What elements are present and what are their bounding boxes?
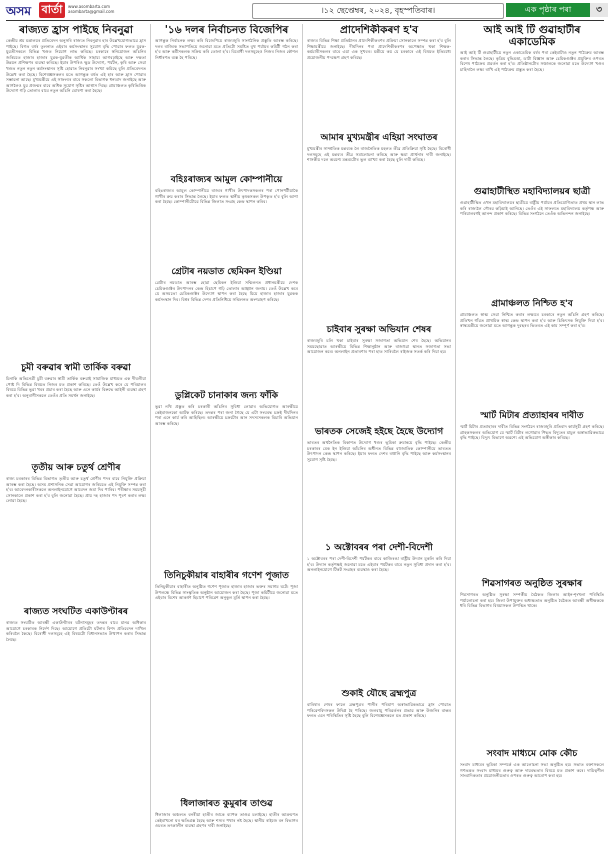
article-headline[interactable]: ৰাজ্যত হ্ৰাস পাইছে নিবনুৱা: [19, 24, 133, 36]
article[interactable]: [307, 24, 451, 128]
article[interactable]: [6, 462, 146, 602]
article[interactable]: [460, 186, 604, 296]
column-divider: [455, 24, 456, 854]
article[interactable]: [155, 24, 298, 170]
article[interactable]: [155, 266, 298, 386]
website-url[interactable]: www.asombarta.com: [68, 4, 111, 9]
article[interactable]: [307, 542, 451, 684]
article-headline[interactable]: আমাৰ মুখ্যমন্ত্ৰীৰ এহিয়া সংঘাতৰ: [320, 133, 438, 143]
article-headline[interactable]: গ্ৰেটাৰ নয়ডাত ছেমিকন ইণ্ডিয়া: [171, 267, 282, 277]
article-body: তিনিচুকীয়াৰ বাহাৰীত অনুষ্ঠিত গণেশ পূজাত হাজাৰ হাজাৰ ভক্তৰ সমাগম ঘটে। পূজা উপলক্ষে বিভিন্ন সাংস্কৃতিক অনুষ্ঠান আয়োজন কৰা হৈছে। পূজা কমিটীয়ে জনোৱা মতে এইবাৰ বিশেষ আকৰ্ষণ হিচাপে পৰিৱেশ অনুকূল মূৰ্তি স্থাপন কৰা হৈছে।: [155, 584, 298, 601]
article-headline[interactable]: ডুপ্লিকেট চানাকাৰ জন্য ফাঁকি: [174, 391, 279, 401]
article-body: ৰাজ্য চৰকাৰৰ বিভিন্ন বিভাগত তৃতীয় আৰু চতুৰ্থ শ্ৰেণীৰ পদৰ বাবে নিযুক্তি প্ৰক্ৰিয়া আৰম্ভ কৰা হৈছে। অসম প্ৰশাসনিক সেৱা আয়োগৰ জৰিয়তে এই নিযুক্তি সম্পন্ন কৰা হ'ব। আবেদনকাৰীসকলে অনলাইনযোগে আবেদন জমা দিব পাৰিব। পৰীক্ষাৰ সময়সূচী সোনকালে প্ৰকাশ কৰা হ'ব বুলি জনোৱা হৈছে। প্ৰায় দহ হাজাৰ পদ পূৰণ কৰাৰ লক্ষ্য লোৱা হৈছে।: [6, 476, 146, 504]
column-divider: [302, 24, 303, 854]
article-body: শিৱসাগৰত অনুষ্ঠিত সুৰক্ষা সম্পৰ্কীয় বৈঠকত জিলাৰ আইন-শৃংখলা পৰিস্থিতি পৰ্যালোচনা কৰা হয়। জিলা উপায়ুক্তৰ অধ্যক্ষতাত অনুষ্ঠিত বৈঠকত আৰক্ষী অধীক্ষককে ধৰি বিভিন্ন বিভাগৰ বিষয়াসকল উপস্থিত থাকে।: [460, 592, 604, 609]
article-body: স্মাৰ্ট মিটাৰ প্ৰত্যাহাৰৰ দাবীত বিভিন্ন সংগঠনে ৰাজ্যজুৰি প্ৰতিবাদ কাৰ্যসূচী গ্ৰহণ কৰিছে। গ্ৰাহকসকলৰ অভিযোগ যে স্মাৰ্ট মিটাৰ লগোৱাৰ পিছত বিদ্যুতৰ মাচুল অস্বাভাৱিকভাৱে বৃদ্ধি পাইছে। বিদ্যুৎ বিভাগে অৱশ্যে এই অভিযোগ অস্বীকাৰ কৰিছে।: [460, 424, 604, 441]
date-line: ।১২ ছেপ্তেম্বৰ, ২০২৪, বৃহস্পতিবাৰ।: [252, 3, 504, 19]
article[interactable]: [460, 578, 604, 744]
site-info: [68, 4, 114, 14]
page-number: ৩: [590, 3, 608, 17]
article[interactable]: [307, 132, 451, 320]
article[interactable]: [460, 410, 604, 574]
article[interactable]: [155, 798, 298, 858]
article[interactable]: [6, 606, 146, 856]
article-headline[interactable]: ধিলাজাৰত কুমুৰাৰ তাণ্ডৱ: [180, 799, 273, 809]
newspaper-logo[interactable]: [6, 2, 64, 19]
article-headline[interactable]: চুমী বৰুৱাৰ স্বামী তাৰ্কিক বৰুৱা: [21, 363, 131, 373]
section-tab: এক পৃষ্ঠাৰ পৰা: [506, 3, 590, 17]
article[interactable]: [6, 24, 146, 360]
article-body: গুৱাহাটীস্থিত এখন মহাবিদ্যালয়ৰ ছাত্ৰীয়ে ৰাষ্ট্ৰীয় পৰ্যায়ৰ প্ৰতিযোগিতাত প্ৰথম স্থান লাভ কৰি ৰাজ্যলৈ গৌৰৱ কঢ়িয়াই আনিছে। তেওঁৰ এই সাফল্যত মহাবিদ্যালয় কৰ্তৃপক্ষ আৰু পৰিয়ালবৰ্গই আনন্দ প্ৰকাশ কৰিছে। বিভিন্ন সংগঠনে তেওঁক অভিনন্দন জনাইছে।: [460, 200, 604, 217]
article-body: ৰাজ্যৰ বিভিন্ন শিক্ষা প্ৰতিষ্ঠানৰ প্ৰাদেশিকীকৰণৰ প্ৰক্ৰিয়া সোনকালে সম্পন্ন কৰা হ'ব বুলি শিক্ষামন্ত্ৰীয়ে জনাইছে। দীৰ্ঘদিনৰ পৰা প্ৰাদেশিকীকৰণৰ অপেক্ষাত থকা শিক্ষক-কৰ্মচাৰীসকলৰ বাবে এয়া এক সুখবৰ। মন্ত্ৰীয়ে কয় যে চৰকাৰে এই বিষয়ত ইতিমধ্যে প্ৰয়োজনীয় পদক্ষেপ গ্ৰহণ কৰিছে।: [307, 38, 451, 60]
article-body: আগন্তুক নিৰ্বাচনক লক্ষ্য কৰি বিজেপিয়ে ৰাজ্যজুৰি সাংগঠনিক প্ৰস্তুতি আৰম্ভ কৰিছে। দলৰ ৰাজ্যিক সভাপতিয়ে জনোৱা মতে প্ৰতিটো সমষ্টিত বুথ পৰ্যায়ৰ কমিটী গঠন কৰা হ'ব আৰু কৰ্মীসকলক সক্ৰিয় কৰি তোলা হ'ব। বিৰোধী দলসমূহেও নিজৰ নিজৰ কৌশল নিৰ্ধাৰণত ব্যস্ত হৈ পৰিছে।: [155, 38, 298, 60]
article-headline[interactable]: '১৬ দলৰ নিৰ্বাচনত বিজেপিৰ: [164, 24, 289, 36]
article-body: গ্ৰামাঞ্চলত স্বাস্থ্য সেৱা নিশ্চিত কৰাৰ লক্ষ্যৰে চৰকাৰে নতুন আঁচনি গ্ৰহণ কৰিছে। প্ৰতিখন গাঁৱত প্ৰাথমিক স্বাস্থ্য কেন্দ্ৰ স্থাপন কৰা হ'ব আৰু চিকিৎসক নিযুক্তি দিয়া হ'ব। স্বাস্থ্যমন্ত্ৰীয়ে জনোৱা মতে আগন্তুক দুবছৰৰ ভিতৰত এই কাম সম্পূৰ্ণ কৰা হ'ব।: [460, 312, 604, 329]
article-body: ৰাজ্যজুৰি চলি থকা চাইবাৰ সুৰক্ষা সজাগতা অভিযান শেষ হৈছে। অভিযানৰ সময়ছোৱাত আৰক্ষীয়ে বিভিন্ন শিক্ষানুষ্ঠান আৰু ৰাজহুৱা স্থানত সজাগতা সভা আয়োজন কৰে। অনলাইন প্ৰতাৰণাৰ পৰা হাত সাৰিবলৈ ৰাইজক সতৰ্ক কৰি দিয়া হয়।: [307, 338, 451, 355]
article-body: বাৰিষাৰ শেষৰ ফালে ব্ৰহ্মপুত্ৰৰ পানীৰ পৰিমাণ অস্বাভাৱিকভাৱে হ্ৰাস পোৱাত পৰিৱেশবিদসকল উদ্বিগ্ন হৈ পৰিছে। জলবায়ু পৰিৱৰ্তনৰ প্ৰভাৱ আৰু উজনিৰ বান্ধৰ ফলত এনে পৰিস্থিতিৰ সৃষ্টি হৈছে বুলি বিশেষজ্ঞসকলে মত প্ৰকাশ কৰিছে।: [307, 702, 451, 719]
article-headline[interactable]: ভাৰতক সেজেই হইছে হৈছে উদ্যোগ: [314, 427, 444, 437]
article-body: ৰাজ্যত সংঘটিত আৰক্ষী একাউণ্টাৰৰ ঘটনাসমূহৰ তদন্তৰ বাবে মানৱ অধিকাৰ আয়োগে চৰকাৰক নিৰ্দেশ দিছে। আয়োগে প্ৰতিটো ঘটনাৰ বিশদ প্ৰতিবেদন দাখিল কৰিবলৈ কৈছে। বিৰোধী দলসমূহে এই বিষয়টো বিধানসভাত উত্থাপন কৰাৰ সিদ্ধান্ত লৈছে।: [6, 620, 146, 642]
article-headline[interactable]: বহিঃৰাজ্যৰ আমুল কোম্পানীয়ে: [170, 175, 283, 185]
logo-left-text: অসম: [6, 4, 31, 18]
article[interactable]: [307, 324, 451, 422]
article-headline[interactable]: শিৱসাগৰত অনুষ্ঠিত সুৰক্ষাৰ: [481, 579, 583, 589]
article[interactable]: [460, 24, 604, 184]
article-headline[interactable]: ১ অক্টোবৰৰ পৰা দেশী-বিদেশী: [325, 543, 433, 553]
article-body: সংবাদ মাধ্যমৰ ভূমিকা সম্পৰ্কে এক আলোচনা সভা অনুষ্ঠিত হয়। সভাত বক্তাসকলে গণতন্ত্ৰত সংবাদ মাধ্যমৰ গুৰুত্ব আৰু দায়বদ্ধতাৰ বিষয়ে মত প্ৰকাশ কৰে। দায়িত্বশীল সাংবাদিকতাৰ প্ৰয়োজনীয়তাৰ ওপৰত গুৰুত্ব আৰোপ কৰা হয়।: [460, 762, 604, 779]
logo-right-text: বাৰ্তা: [39, 2, 65, 18]
article-body: ধিলাজাৰ অঞ্চলত বনৰীয়া হাতীৰ জাকে ব্যাপক তাণ্ডৱ চলাইছে। হাতীৰ আক্ৰমণত কেইবাখনো ঘৰ ক্ষতিগ্ৰস্ত হৈছে আৰু শস্যৰ পথাৰ নষ্ট হৈছে। স্থানীয় ৰাইজে বন বিভাগৰ ওচৰত তৎকালীন ব্যৱস্থা গ্ৰহণৰ দাবী জনাইছে।: [155, 812, 298, 829]
article-body: ১ অক্টোবৰৰ পৰা দেশী-বিদেশী পৰ্যটকৰ বাবে কাজিৰঙা ৰাষ্ট্ৰীয় উদ্যান মুকলি কৰি দিয়া হ'ব। উদ্যান কৰ্তৃপক্ষই জনোৱা মতে এইবাৰ পৰ্যটকৰ বাবে নতুন সুবিধা প্ৰদান কৰা হ'ব। অনলাইনযোগে টিকট সংগ্ৰহৰ ব্যৱস্থাও কৰা হৈছে।: [307, 556, 451, 573]
article[interactable]: [155, 174, 298, 262]
article-body: বহিঃৰাজ্যৰ আমুল কোম্পানীয়ে ৰাজ্যৰ গাখীৰ উৎপাদকসকলৰ পৰা পোনপটীয়াকৈ গাখীৰ ক্ৰয় কৰাৰ সিদ্ধান্ত লৈছে। ইয়াৰ ফলত স্থানীয় কৃষকসকল উপকৃত হ'ব বুলি আশা কৰা হৈছে। কোম্পানীটোৱে বিভিন্ন জিলাত সংগ্ৰহ কেন্দ্ৰ স্থাপন কৰিব।: [155, 188, 298, 205]
article-headline[interactable]: গ্ৰামাঞ্চলত নিশ্চিত হ'ব: [491, 299, 573, 309]
article-headline[interactable]: আই আই টি গুৱাহাটীৰ একাডেমিক: [483, 24, 581, 48]
article-headline[interactable]: প্ৰাদেশিকীকৰণ হ'ব: [339, 24, 419, 36]
article-body: কেন্দ্ৰীয় শ্ৰম মন্ত্ৰালয়ৰ প্ৰতিবেদন অনুসৰি ৰাজ্যত নিবনুৱাৰ হাৰ উল্লেখযোগ্যভাৱে হ্ৰাস পাইছে। বিগত বৰ্ষৰ তুলনাত এইবাৰ কৰ্মসংস্থানৰ সুযোগ বৃদ্ধি পোৱাৰ ফলত যুৱক-যুৱতীসকলে বিভিন্ন খণ্ডত নিয়োগ লাভ কৰিছে। চৰকাৰে স্বনিয়োজন আঁচনিৰ জৰিয়তে হাজাৰ হাজাৰ যুৱক-যুৱতীক আৰ্থিক সাহায্য আগবঢ়াইছে আৰু দক্ষতা উন্নয়ন প্ৰশিক্ষণৰ ব্যৱস্থা কৰিছে। ইয়াৰ উপৰিও ক্ষুদ্ৰ উদ্যোগ, পৰ্যটন, কৃষি আৰু সেৱা খণ্ডত নতুন নতুন কৰ্মসংস্থানৰ সৃষ্টি হোৱাত নিবনুৱাৰ সংখ্যা কমিছে বুলি প্ৰতিবেদনত উল্লেখ কৰা হৈছে। বিশেষজ্ঞসকলৰ মতে আগন্তুক বৰ্ষত এই হাৰ আৰু হ্ৰাস পোৱাৰ সম্ভাৱনা আছে। মুখ্যমন্ত্ৰীয়ে এই সাফল্যৰ বাবে সকলো বিভাগক ধন্যবাদ জনাইছে আৰু আগলৈও যুৱ প্ৰজন্মৰ বাবে অধিক সুযোগ সৃষ্টিৰ আশ্বাস দিছে। গ্ৰামাঞ্চলত কৃষিভিত্তিক উদ্যোগ গঢ়ি তোলাৰ বাবে নতুন আঁচনি ঘোষণা কৰা হৈছে।: [6, 38, 146, 94]
article[interactable]: [307, 426, 451, 538]
article-headline[interactable]: গুৱাহাটীস্থিত মহাবিদ্যালয়ৰ ছাত্ৰী: [473, 187, 591, 197]
article-headline[interactable]: তিনিচুকীয়াৰ বাহাৰীৰ গণেশ পূজাত: [164, 571, 289, 581]
article-headline[interactable]: চাইবাৰ সুৰক্ষা অভিযান শেষৰ: [326, 325, 432, 335]
article-body: মুখ্যমন্ত্ৰীৰ সাম্প্ৰতিক মন্তব্যক লৈ ৰাজনৈতিক মহলত তীব্ৰ প্ৰতিক্ৰিয়া সৃষ্টি হৈছে। বিৰোধী দলসমূহে এই মন্তব্যৰ তীব্ৰ সমালোচনা কৰিছে আৰু ক্ষমা প্ৰাৰ্থনাৰ দাবী জনাইছে। শাসকীয় দলে অৱশ্যে মন্তব্যটোৰ ভুল ব্যাখ্যা কৰা হৈছে বুলি দাবী কৰিছে।: [307, 146, 451, 163]
article-body: আই আই টি গুৱাহাটীয়ে নতুন একাডেমিক বৰ্ষৰ পৰা কেইবাটাও নতুন পাঠ্যক্ৰম আৰম্ভ কৰাৰ সিদ্ধান্ত লৈছে। কৃত্ৰিম বুদ্ধিমত্তা, ডাটা বিজ্ঞান আৰু চেমিকণ্ডাক্টৰ প্ৰযুক্তিৰ ওপৰত বিশেষ পাঠ্যক্ৰম প্ৰৱৰ্তন কৰা হ'ব। প্ৰতিষ্ঠানটোৰ সঞ্চালকে জনোৱা মতে উদ্যোগ খণ্ডৰ চাহিদালৈ লক্ষ্য ৰাখি এই পাঠ্যক্ৰম প্ৰস্তুত কৰা হৈছে।: [460, 50, 604, 72]
masthead: [0, 0, 610, 22]
article-headline[interactable]: ৰাজ্যত সংঘটিত একাউণ্টাৰৰ: [24, 607, 128, 617]
column-divider: [150, 24, 151, 854]
article-body: ভাৰতৰ অৰ্থনৈতিক বিকাশত উদ্যোগ খণ্ডৰ ভূমিকা ক্ৰমান্বয়ে বৃদ্ধি পাইছে। কেন্দ্ৰীয় চৰকাৰৰ মেক ইন ইণ্ডিয়া আঁচনিৰ অধীনত বিভিন্ন বহুজাতিক কোম্পানীয়ে ভাৰতত উৎপাদন কেন্দ্ৰ স্থাপন কৰিছে। ইয়াৰ ফলত দেশৰ ৰপ্তানি বৃদ্ধি পাইছে আৰু কৰ্মসংস্থানৰ সুযোগ সৃষ্টি হৈছে।: [307, 440, 451, 462]
article[interactable]: [307, 688, 451, 858]
masthead-rule: [6, 20, 604, 21]
article-headline[interactable]: শুকাই যৌছে ব্ৰহ্মপুত্ৰ: [341, 689, 417, 699]
article-body: চিনাকি অভিনেত্ৰী চুমী বৰুৱাৰ স্বামী তাৰ্কিক বৰুৱাই সামাজিক মাধ্যমত এক দীঘলীয়া পোষ্ট দি বিভিন্ন বিষয়ত নিজৰ মত প্ৰকাশ কৰিছে। তেওঁ উল্লেখ কৰে যে পৰিয়ালৰ বিষয়ে বিভিন্ন ভুৱা খবৰ প্ৰচাৰ কৰা হৈছে আৰু এনে কাৰ্যৰ বিৰুদ্ধে আইনী ব্যৱস্থা গ্ৰহণ কৰা হ'ব। অনুৰাগীসকলে তেওঁৰ প্ৰতি সমৰ্থন জনাইছে।: [6, 376, 146, 398]
email-address[interactable]: asombarta@gmail.com: [68, 9, 115, 14]
article-headline[interactable]: সংবাদ মাধ্যমে মোক কৌচ: [486, 749, 578, 759]
article-body: গ্ৰেটাৰ নয়ডাত আৰম্ভ হোৱা ছেমিকন ইণ্ডিয়া সন্মিলনত প্ৰধানমন্ত্ৰীয়ে দেশক চেমিকণ্ডাক্টৰ উৎপাদনৰ কেন্দ্ৰ হিচাপে গঢ়ি তোলাৰ আহ্বান জনায়। তেওঁ উল্লেখ কৰে যে অসমতো চেমিকণ্ডাক্টৰ উদ্যোগ স্থাপন কৰা হৈছে যিয়ে হাজাৰ হাজাৰ যুৱকক কৰ্মসংস্থান দিব। বিশ্বৰ বিভিন্ন দেশৰ প্ৰতিনিধিয়ে সন্মিলনত অংশগ্ৰহণ কৰিছে।: [155, 280, 298, 302]
article[interactable]: [460, 298, 604, 406]
article[interactable]: [6, 362, 146, 460]
article[interactable]: [155, 570, 298, 794]
article[interactable]: [460, 748, 604, 858]
article-headline[interactable]: তৃতীয় আৰু চতুৰ্থ শ্ৰেণীৰ: [31, 463, 121, 473]
article-body: ভুৱা নথি প্ৰস্তুত কৰি চৰকাৰী আঁচনিৰ সুবিধা লোৱাৰ অভিযোগত আৰক্ষীয়ে কেইবাজনকো আটক কৰিছে। তদন্তৰ পৰা জনা গৈছে যে এটা সংঘবদ্ধ চক্ৰই দীৰ্ঘদিনৰ পৰা এনে কাৰ্য কৰি আহিছিল। আৰক্ষীয়ে চক্ৰটোৰ আন সদস্যসকলক বিচাৰি অভিযান আৰম্ভ কৰিছে।: [155, 404, 298, 426]
article-headline[interactable]: স্মাৰ্ট মিটাৰ প্ৰত্যাহাৰৰ দাবীত: [480, 411, 584, 421]
article[interactable]: [155, 390, 298, 566]
